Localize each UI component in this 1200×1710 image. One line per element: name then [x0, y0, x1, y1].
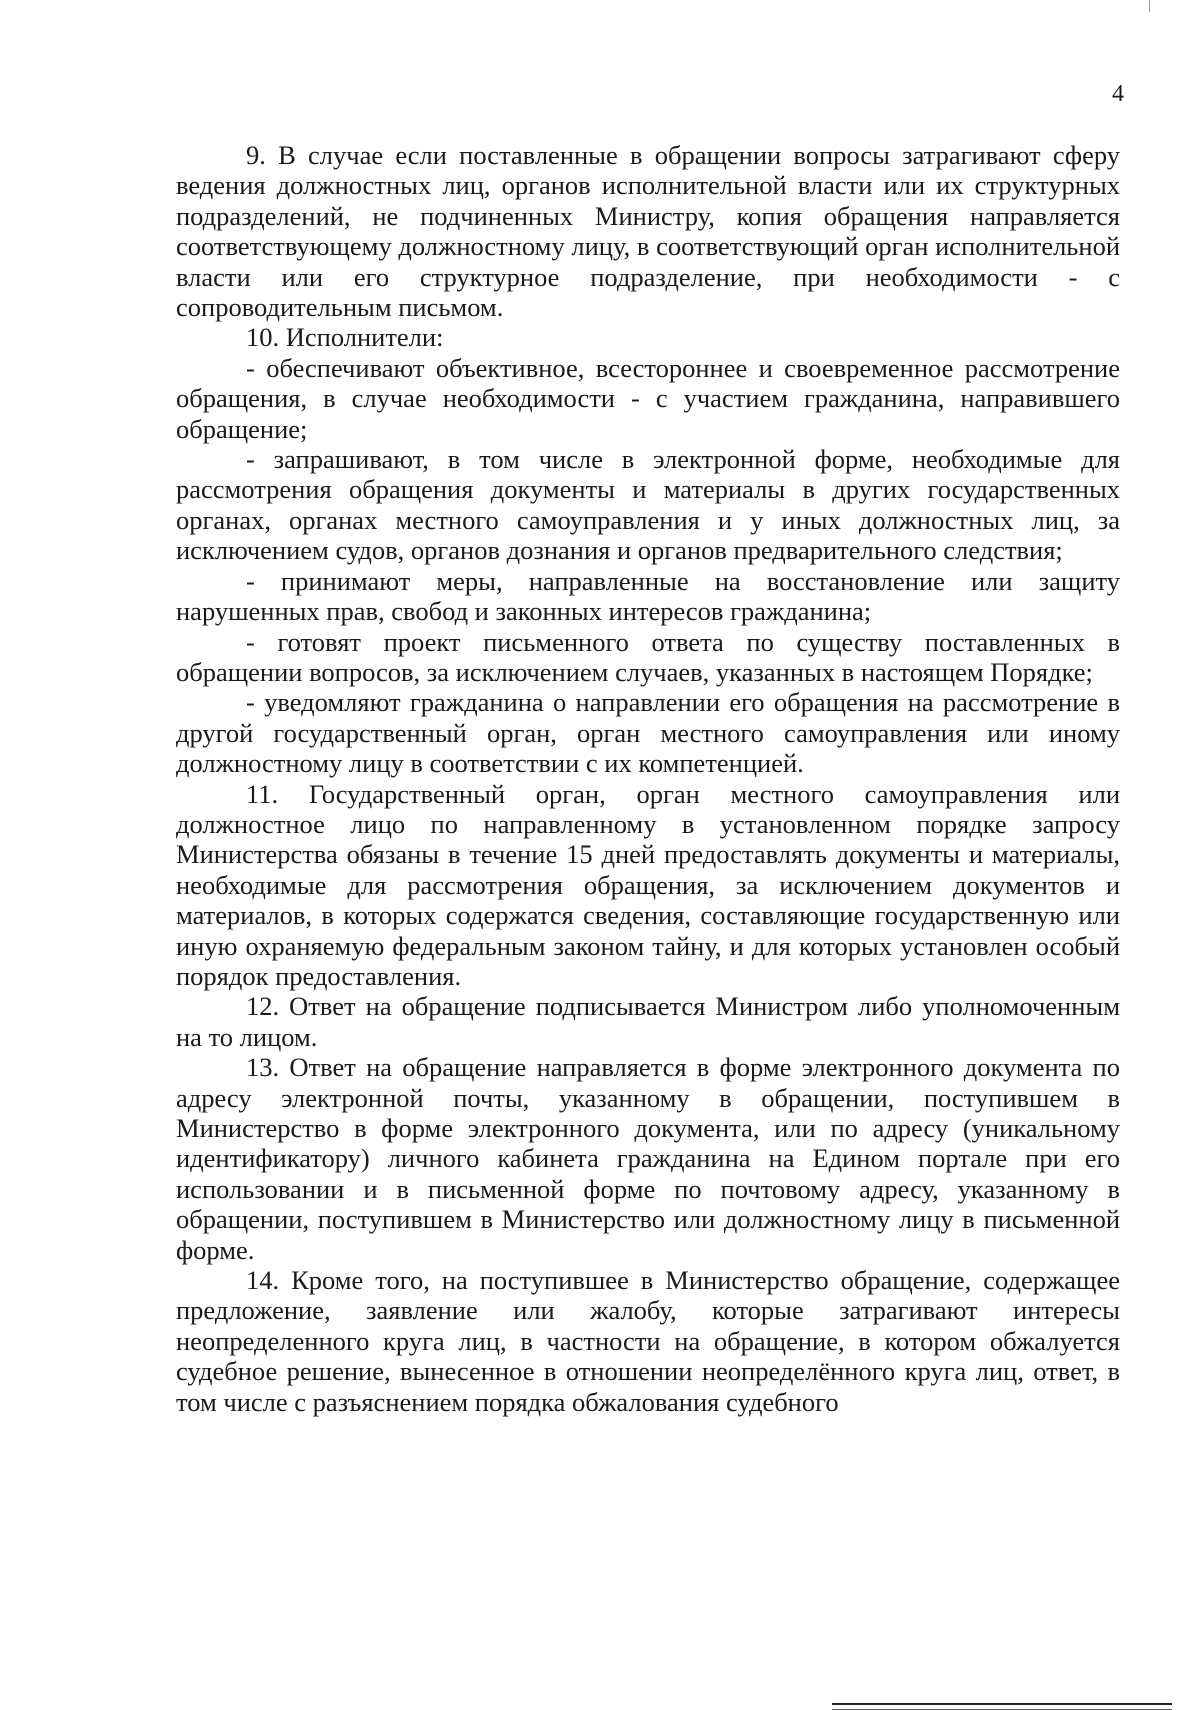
paragraph-9: 9. В случае если поставленные в обращении вопросы затрагивают сферу ведения должностных лиц, органов исполнительной власти или их структурных подразделений, не подчиненных Министру, копия обращения направляется соответствующему должностному лицу, в соответствующий орган исполнительной власти или его структурное подразделение, при необходимости - с сопроводительным письмом.: [176, 140, 1120, 323]
document-body: [176, 140, 1120, 1417]
scan-edge-mark-bottom: [832, 1703, 1172, 1710]
list-item-prepare-reply: - готовят проект письменного ответа по существу поставленных в обращении вопросов, за исключением случаев, указанных в настоящем Порядке;: [176, 626, 1120, 687]
paragraph-10: 10. Исполнители:: [246, 322, 444, 353]
list-item-notify-citizen: - уведомляют гражданина о направлении его обращения на рассмотрение в другой государственный орган, орган местного самоуправления или иному должностному лицу в соответствии с их компетенцией.: [176, 687, 1120, 779]
paragraph-13: 13. Ответ на обращение направляется в форме электронного документа по адресу электронной почты, указанному в обращении, поступившем в Министерство в форме электронного документа, или по адресу (уникальному идентификатору) личного кабинета гражданина на Едином портале при его использовании и в письменной форме по почтовому адресу, указанному в обращении, поступившем в Министерство или должностному лицу в письменной форме.: [176, 1052, 1120, 1265]
paragraph-11: 11. Государственный орган, орган местного самоуправления или должностное лицо по направленному в установленном порядке запросу Министерства обязаны в течение 15 дней предоставлять документы и материалы, необходимые для рассмотрения обращения, за исключением документов и материалов, в которых содержатся сведения, составляющие государственную или иную охраняемую федеральным законом тайну, и для которых установлен особый порядок предоставления.: [176, 778, 1120, 991]
list-item-take-measures: - принимают меры, направленные на восстановление или защиту нарушенных прав, свобод и законных интересов гражданина;: [176, 565, 1120, 627]
page-number: 4: [1112, 81, 1124, 107]
scan-edge-mark: [1149, 0, 1150, 12]
paragraph-14: 14. Кроме того, на поступившее в Министерство обращение, содержащее предложение, заявление или жалобу, которые затрагивают интересы неопределенного круга лиц, в частности на обращение, в котором обжалуется судебное решение, вынесенное в отношении неопределённого круга лиц, ответ, в том числе с разъяснением порядка обжалования судебного: [176, 1265, 1120, 1417]
list-item-ensure-review: - обеспечивают объективное, всестороннее и своевременное рассмотрение обращения, в случае необходимости - с участием гражданина, направившего обращение;: [176, 352, 1120, 444]
paragraph-12: 12. Ответ на обращение подписывается Министром либо уполномоченным на то лицом.: [176, 991, 1120, 1052]
list-item-request-documents: - запрашивают, в том числе в электронной форме, необходимые для рассмотрения обращения документы и материалы в других государственных органах, органах местного самоуправления и у иных должностных лиц, за исключением судов, органов дознания и органов предварительного следствия;: [176, 444, 1120, 566]
